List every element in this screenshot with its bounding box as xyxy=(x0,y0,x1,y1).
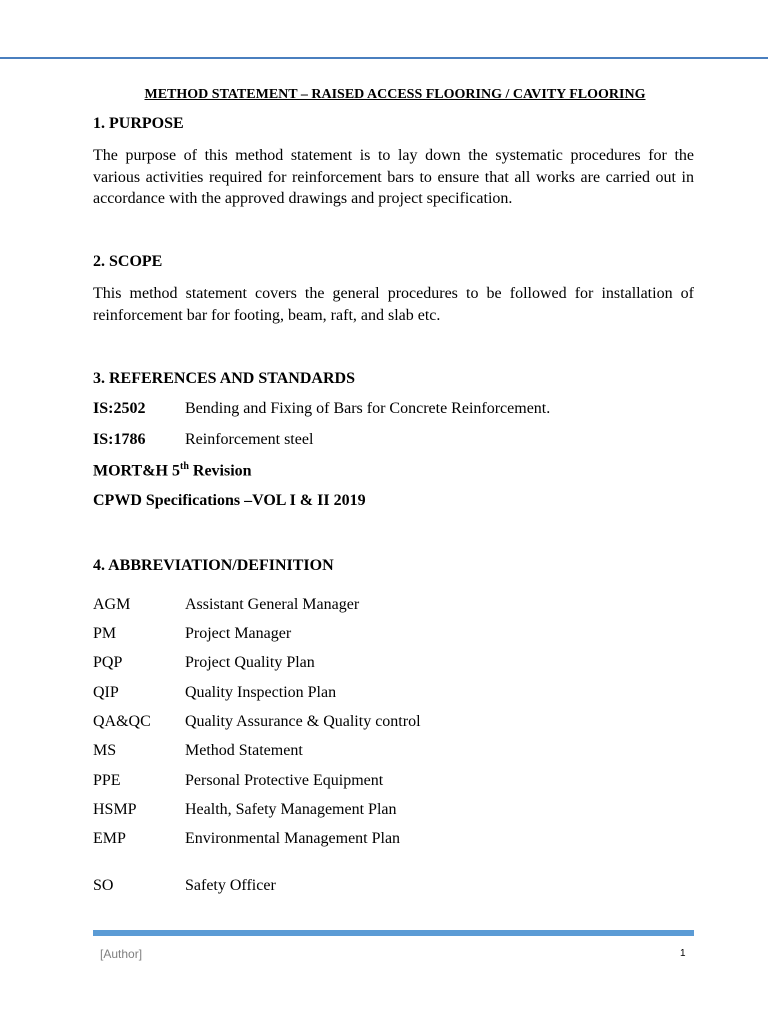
abbreviation-code: EMP xyxy=(93,830,126,847)
abbreviation-row xyxy=(93,713,421,731)
abbreviation-code: PM xyxy=(93,625,117,642)
abbreviation-code: SO xyxy=(93,877,114,894)
abbreviation-code: MS xyxy=(93,742,117,759)
page-number: 1 xyxy=(680,948,686,959)
reference-description: Bending and Fixing of Bars for Concrete Reinforcement. xyxy=(185,400,551,417)
reference-row xyxy=(93,431,313,449)
cpwd-reference: CPWD Specifications –VOL I & II 2019 xyxy=(93,492,366,509)
header-rule xyxy=(0,57,768,59)
reference-code: IS:2502 xyxy=(93,400,146,417)
abbreviation-row xyxy=(93,877,276,895)
reference-description: Reinforcement steel xyxy=(185,431,314,448)
abbreviation-definition: Quality Inspection Plan xyxy=(185,684,337,701)
abbreviation-code: AGM xyxy=(93,596,131,613)
morth-prefix: MORT&H 5 xyxy=(93,462,180,480)
abbreviation-row xyxy=(93,596,359,614)
reference-row xyxy=(93,400,550,418)
abbreviation-definition: Quality Assurance & Quality control xyxy=(185,713,421,730)
abbreviation-row xyxy=(93,625,291,643)
abbreviations-heading: 4. ABBREVIATION/DEFINITION xyxy=(93,557,334,574)
abbreviation-code: HSMP xyxy=(93,801,137,818)
document-title: METHOD STATEMENT – RAISED ACCESS FLOORING / CAVITY FLOORING xyxy=(144,87,646,102)
abbreviation-row xyxy=(93,772,383,790)
abbreviation-row xyxy=(93,801,397,819)
abbreviation-definition: Environmental Management Plan xyxy=(185,830,401,847)
abbreviation-code: PPE xyxy=(93,772,121,789)
abbreviation-definition: Safety Officer xyxy=(185,877,276,894)
abbreviation-row xyxy=(93,830,400,848)
abbreviation-definition: Project Manager xyxy=(185,625,292,642)
abbreviation-row xyxy=(93,684,336,702)
purpose-paragraph: The purpose of this method statement is to lay down the systematic procedures for the various activities required for reinforcement bars to ensure that all works are carried out in accordance with the approved drawings and project specification. xyxy=(93,147,694,207)
morth-reference xyxy=(93,461,252,480)
abbreviation-definition: Assistant General Manager xyxy=(185,596,360,613)
abbreviation-row xyxy=(93,654,315,672)
abbreviation-definition: Method Statement xyxy=(185,742,303,759)
scope-paragraph: This method statement covers the general procedures to be followed for installation of reinforcement bar for footing, beam, raft, and slab etc. xyxy=(93,285,694,324)
morth-superscript: th xyxy=(179,461,189,472)
scope-heading: 2. SCOPE xyxy=(93,253,163,270)
abbreviation-code: PQP xyxy=(93,654,123,671)
morth-suffix: Revision xyxy=(188,462,252,480)
abbreviation-definition: Project Quality Plan xyxy=(185,654,315,671)
abbreviation-definition: Health, Safety Management Plan xyxy=(185,801,397,818)
abbreviation-definition: Personal Protective Equipment xyxy=(185,772,384,789)
abbreviation-code: QIP xyxy=(93,684,119,701)
abbreviation-code: QA&QC xyxy=(93,713,151,730)
purpose-heading: 1. PURPOSE xyxy=(93,115,184,132)
footer-author[interactable]: [Author] xyxy=(100,947,143,961)
reference-code: IS:1786 xyxy=(93,431,146,448)
references-heading: 3. REFERENCES AND STANDARDS xyxy=(93,370,355,387)
abbreviation-row xyxy=(93,742,303,760)
footer-rule xyxy=(93,930,694,936)
